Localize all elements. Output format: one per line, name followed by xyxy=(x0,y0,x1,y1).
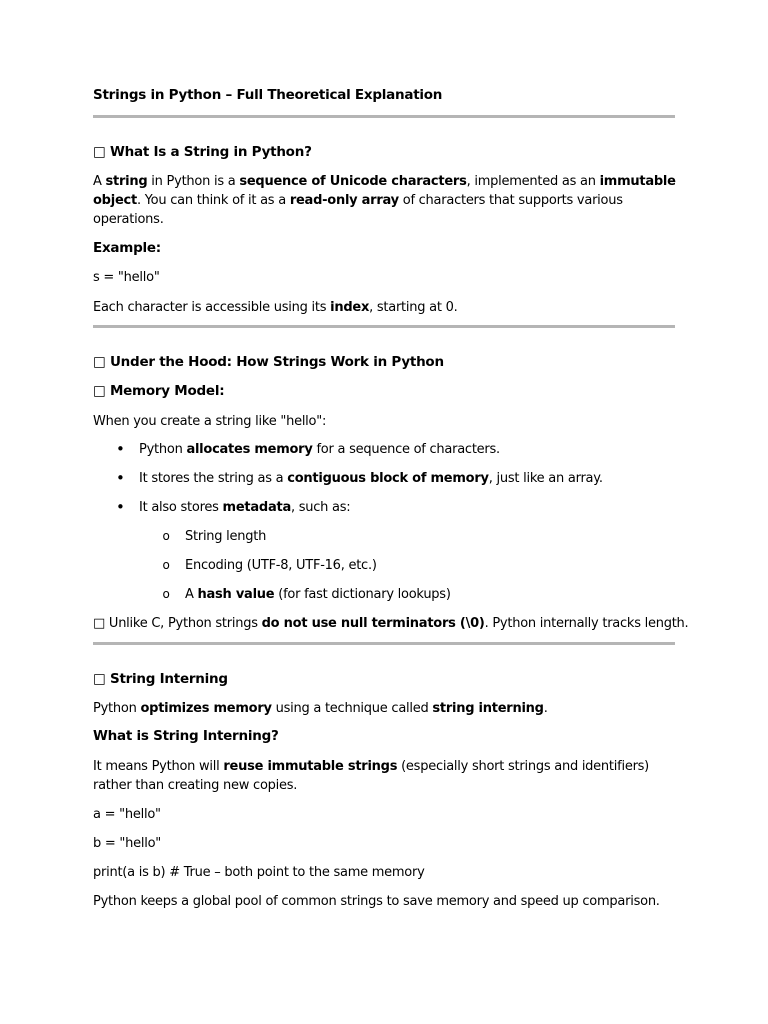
sub-bullet-icon: o xyxy=(162,529,170,543)
paragraph-global-pool: Python keeps a global pool of common strings to save memory and speed up comparison. xyxy=(93,894,660,909)
bold-text: index xyxy=(330,300,370,315)
paragraph-interning-meaning xyxy=(93,757,677,795)
text: of characters that supports various operations. xyxy=(93,193,623,227)
section-heading-what-is-string xyxy=(93,143,677,162)
text: (for fast dictionary lookups) xyxy=(274,587,451,602)
bold-text: optimizes memory xyxy=(140,701,272,716)
text: in Python is a xyxy=(147,174,240,189)
missing-glyph-icon: □ xyxy=(93,383,106,399)
text: (especially short strings and identifiers) rather than creating new copies. xyxy=(93,759,650,793)
paragraph-index xyxy=(93,298,677,317)
text: , starting at 0. xyxy=(369,300,458,315)
code-line: b = "hello" xyxy=(93,836,162,851)
sub-bullet-icon: o xyxy=(162,558,170,572)
paragraph-optimizes xyxy=(93,699,677,718)
text: for a sequence of characters. xyxy=(312,442,500,457)
sub-list-item xyxy=(185,585,679,604)
bold-text: reuse immutable strings xyxy=(223,759,398,774)
sub-list-item: String length xyxy=(185,529,267,544)
list-item xyxy=(139,440,679,459)
text: It also stores xyxy=(139,500,223,515)
missing-glyph-icon: □ xyxy=(93,354,106,370)
bold-text: do not use null terminators (\0) xyxy=(261,616,485,631)
text: , such as: xyxy=(290,500,351,515)
code-line: s = "hello" xyxy=(93,270,160,285)
text: , implemented as an xyxy=(466,174,600,189)
bullet-icon: • xyxy=(116,469,125,487)
text: Unlike C, Python strings xyxy=(105,616,262,631)
bold-text: hash value xyxy=(197,587,275,602)
missing-glyph-icon: □ xyxy=(93,144,106,160)
bullet-icon: • xyxy=(116,440,125,458)
question-heading: What is String Interning? xyxy=(93,728,279,744)
text: Each character is accessible using its xyxy=(93,300,331,315)
text: . You can think of it as a xyxy=(136,193,290,208)
text: Python xyxy=(93,701,141,716)
missing-glyph-icon: □ xyxy=(93,616,106,631)
missing-glyph-icon: □ xyxy=(93,671,106,687)
example-label: Example: xyxy=(93,240,161,256)
bullet-icon: • xyxy=(116,498,125,516)
bold-text: sequence of Unicode characters xyxy=(239,174,467,189)
horizontal-rule xyxy=(93,325,675,328)
sub-list-item: Encoding (UTF-8, UTF-16, etc.) xyxy=(185,558,377,573)
section-heading-string-interning xyxy=(93,670,677,689)
heading-text: Memory Model: xyxy=(109,383,225,399)
text: . xyxy=(543,701,548,716)
note-null-terminators xyxy=(93,614,689,633)
text: using a technique called xyxy=(271,701,433,716)
heading-text: What Is a String in Python? xyxy=(109,144,312,160)
document-title: Strings in Python – Full Theoretical Explanation xyxy=(93,87,443,103)
heading-text: Under the Hood: How Strings Work in Python xyxy=(109,354,444,370)
text: It stores the string as a xyxy=(139,471,288,486)
paragraph-intro: When you create a string like "hello": xyxy=(93,414,327,429)
bold-text: immutable object xyxy=(93,174,676,208)
list-item xyxy=(139,469,679,488)
section-heading-under-the-hood xyxy=(93,353,677,372)
bold-text: allocates memory xyxy=(186,442,313,457)
text: . Python internally tracks length. xyxy=(484,616,689,631)
paragraph-string-definition xyxy=(93,172,677,229)
horizontal-rule xyxy=(93,115,675,118)
text: , just like an array. xyxy=(488,471,603,486)
text: A xyxy=(93,174,106,189)
text: Python xyxy=(139,442,187,457)
code-line: print(a is b) # True – both point to the same memory xyxy=(93,865,425,880)
bold-text: string xyxy=(105,174,148,189)
code-line: a = "hello" xyxy=(93,807,161,822)
subheading-memory-model xyxy=(93,382,677,401)
horizontal-rule xyxy=(93,642,675,645)
text: It means Python will xyxy=(93,759,224,774)
list-item xyxy=(139,498,679,517)
bold-text: contiguous block of memory xyxy=(287,471,489,486)
bold-text: string interning xyxy=(432,701,544,716)
bold-text: metadata xyxy=(222,500,291,515)
heading-text: String Interning xyxy=(109,671,228,687)
bold-text: read-only array xyxy=(289,193,399,208)
sub-bullet-icon: o xyxy=(162,587,170,601)
text: A xyxy=(185,587,198,602)
